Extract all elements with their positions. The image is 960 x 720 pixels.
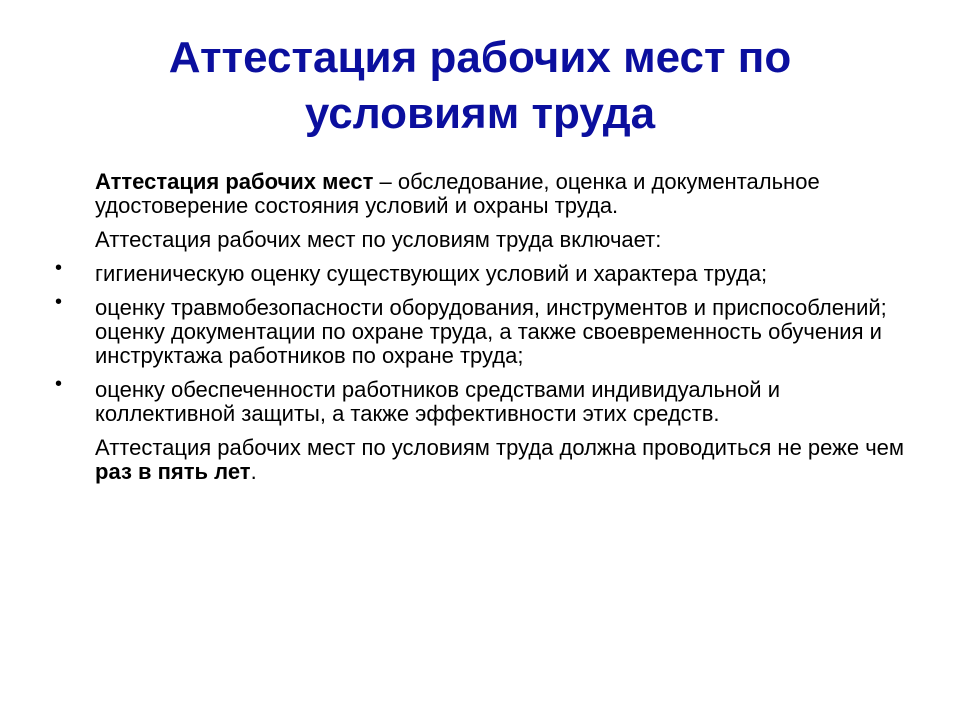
conclusion-emphasis: раз в пять лет (95, 459, 251, 484)
conclusion-end: . (250, 459, 257, 484)
slide-body (55, 170, 915, 494)
bullet-item-protection-means: • оценку обеспеченности работников средствами индивидуальной и коллективной защиты, а также эффективности этих средств. (55, 378, 915, 426)
conclusion-paragraph (55, 436, 915, 484)
slide-title: Аттестация рабочих мест по условиям труда (168, 33, 792, 138)
definition-text: – обследование, оценка и документальное удостоверение состояния условий и охраны труда. (95, 169, 820, 218)
includes-paragraph: Аттестация рабочих мест по условиям труда включает: (95, 227, 662, 252)
definition-term: Аттестация рабочих мест (95, 169, 374, 194)
definition-paragraph (55, 170, 915, 218)
bullet-item-equipment-safety: • оценку травмобезопасности оборудования, инструментов и приспособлений; оценку документации по охране труда, а также своевременность обучения и инструктажа работников по охране труда; (55, 296, 915, 368)
bullet-item-hygiene: • гигиеническую оценку существующих условий и характера труда; (55, 262, 915, 286)
conclusion-text: Аттестация рабочих мест по условиям труда должна проводиться не реже чем (95, 435, 905, 460)
